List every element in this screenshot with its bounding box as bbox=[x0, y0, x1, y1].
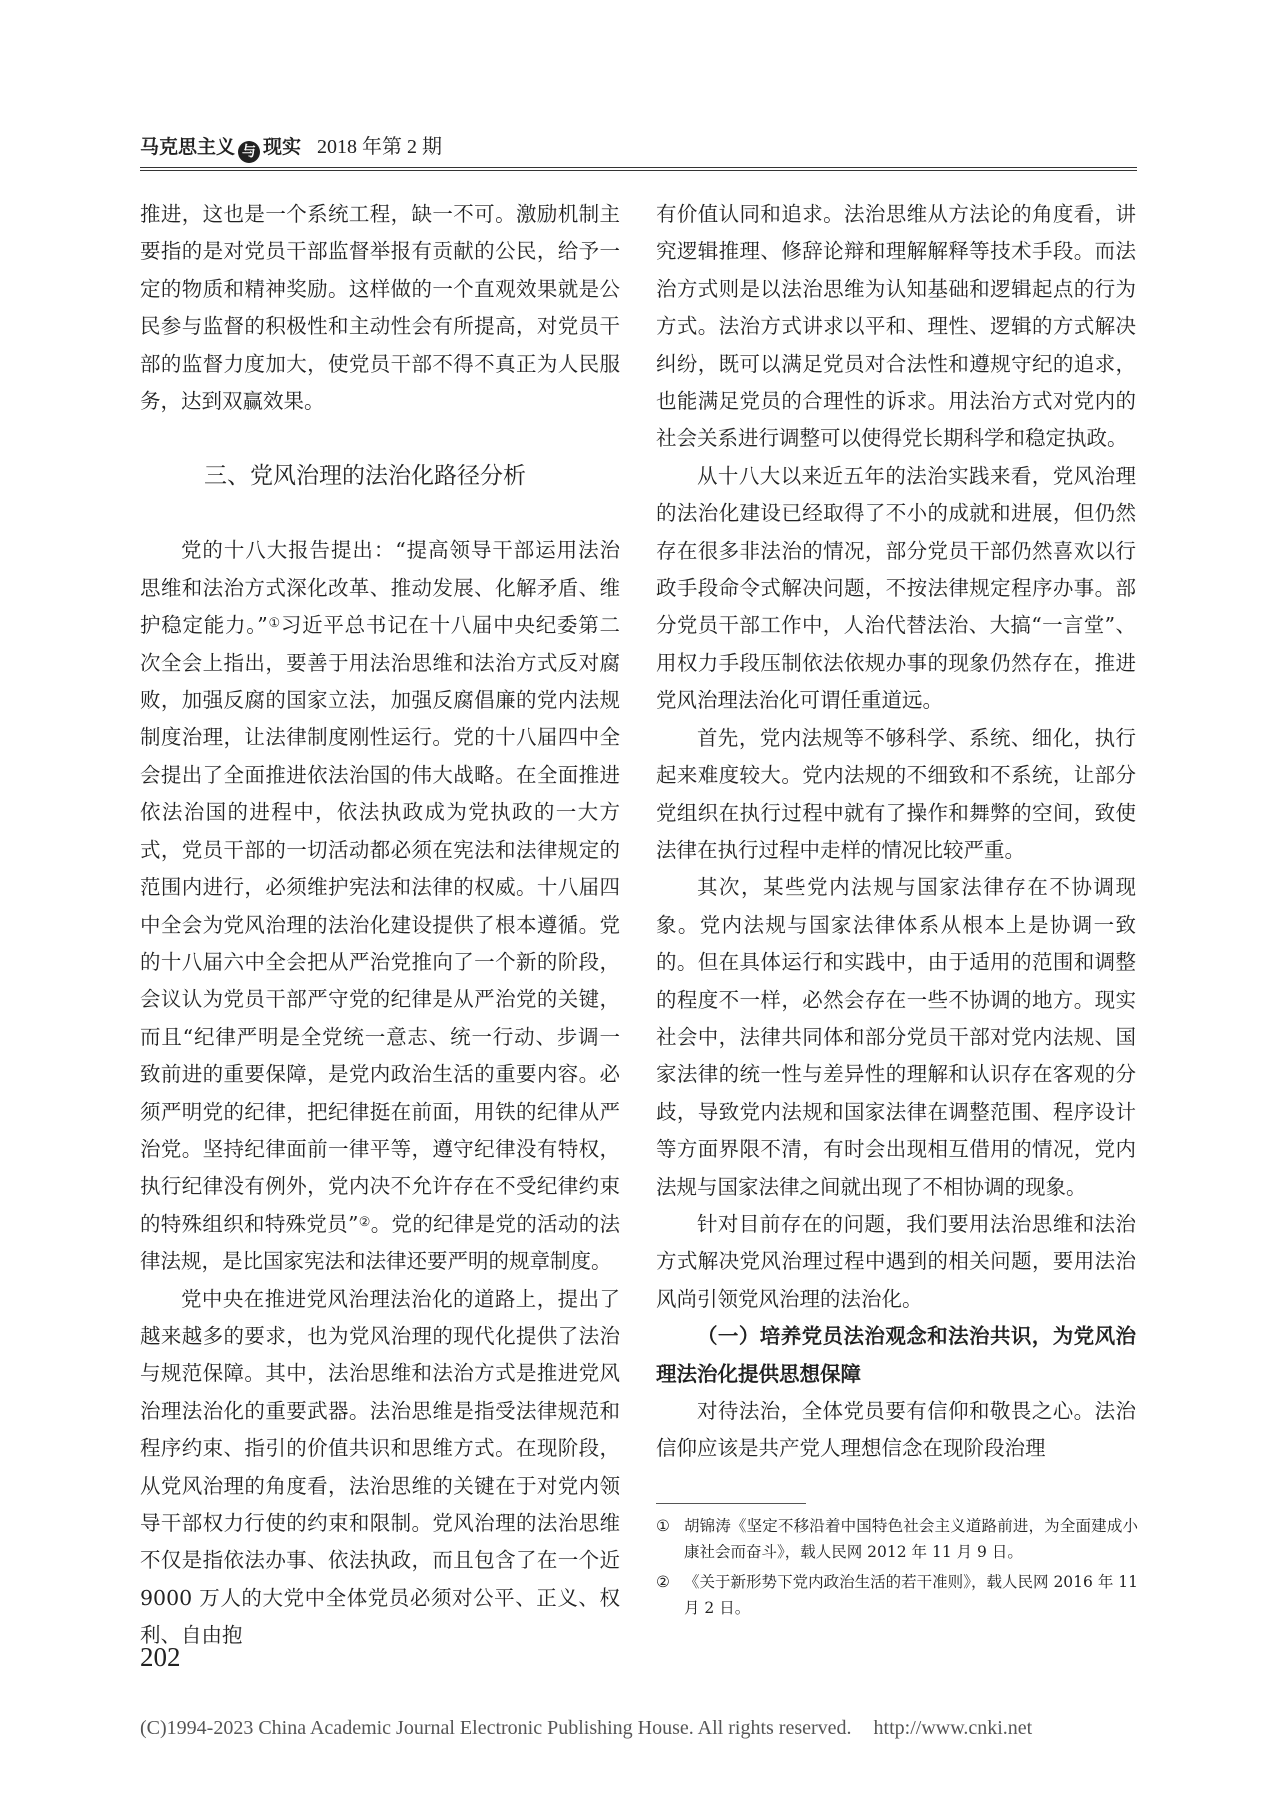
page-number: 202 bbox=[140, 1642, 181, 1672]
paragraph: 首先，党内法规等不够科学、系统、细化，执行起来难度较大。党内法规的不细致和不系统，让部分党组织在执行过程中就有了操作和舞弊的空间，致使法律在执行过程中走样的情况比较严重。 bbox=[656, 725, 1136, 862]
running-header bbox=[140, 132, 1140, 162]
paragraph: 针对目前存在的问题，我们要用法治思维和法治方式解决党风治理过程中遇到的相关问题，要用法治风尚引领党风治理的法治化。 bbox=[656, 1211, 1136, 1311]
header-rule bbox=[140, 167, 1137, 168]
issue-label: 2018 年第 2 期 bbox=[317, 136, 443, 158]
paragraph: 推进，这也是一个系统工程，缺一不可。激励机制主要指的是对党员干部监督举报有贡献的公民，给予一定的物质和精神奖励。这样做的一个直观效果就是公民参与监督的积极性和主动性会有所提高，对党员干部的监督力度加大，使党员干部不得不真正为人民服务，达到双赢效果。 bbox=[140, 202, 620, 414]
journal-name: 马克思主义 与 现实 bbox=[140, 136, 301, 158]
paragraph: 其次，某些党内法规与国家法律存在不协调现象。党内法规与国家法律体系从根本上是协调一致的。但在具体运行和实践中，由于适用的范围和调整的程度不一样，必然会存在一些不协调的地方。现实社会中，法律共同体和部分党员干部对党内法规、国家法律的统一性与差异性的理解和认识存在客观的分歧，导致党内法规和国家法律在调整范围、程序设计等方面界限不清，有时会出现相互借用的情况，党内法规与国家法律之间就出现了不相协调的现象。 bbox=[656, 875, 1136, 1199]
footnote-text: 胡锦涛《坚定不移沿着中国特色社会主义道路前进，为全面建成小康社会而奋斗》，载人民网 2012 年 11 月 9 日。 bbox=[684, 1517, 1138, 1561]
right-column bbox=[656, 196, 1136, 1468]
footnote bbox=[656, 1569, 1138, 1621]
copyright-link[interactable]: http://www.cnki.net bbox=[873, 1717, 1033, 1739]
copyright-line bbox=[140, 1717, 1032, 1740]
footnote-mark: ① bbox=[656, 1517, 670, 1535]
footnote bbox=[656, 1513, 1138, 1565]
footnote-text: 《关于新形势下党内政治生活的若干准则》，载人民网 2016 年 11 月 2 日。 bbox=[684, 1573, 1138, 1617]
paragraph: 有价值认同和追求。法治思维从方法论的角度看，讲究逻辑推理、修辞论辩和理解解释等技术手段。而法治方式则是以法治思维为认知基础和逻辑起点的行为方式。法治方式讲求以平和、理性、逻辑的方式解决纠纷，既可以满足党员对合法性和遵规守纪的追求，也能满足党员的合理性的诉求。用法治方式对党内的社会关系进行调整可以使得党长期科学和稳定执政。 bbox=[656, 202, 1136, 451]
footnote-ref[interactable]: ① bbox=[267, 616, 281, 632]
paragraph: 对待法治，全体党员要有信仰和敬畏之心。法治信仰应该是共产党人理想信念在现阶段治理 bbox=[656, 1399, 1136, 1461]
paragraph: 从十八大以来近五年的法治实践来看，党风治理的法治化建设已经取得了不小的成就和进展，但仍然存在很多非法治的情况，部分党员干部仍然喜欢以行政手段命令式解决问题，不按法律规定程序办事。部分党员干部工作中，人治代替法治、大搞“一言堂”、用权力手段压制依法依规办事的现象仍然存在，推进党风治理法治化可谓任重道远。 bbox=[656, 463, 1136, 713]
copyright-text: (C)1994-2023 China Academic Journal Electronic Publishing House. All rights reserved. bbox=[140, 1717, 852, 1739]
paragraph: 党中央在推进党风治理法治化的道路上，提出了越来越多的要求，也为党风治理的现代化提供了法治与规范保障。其中，法治思维和法治方式是推进党风治理法治化的重要武器。法治思维是指受法律规范和程序约束、指引的价值共识和思维方式。在现阶段，从党风治理的角度看，法治思维的关键在于对党内领导干部权力行使的约束和限制。党风治理的法治思维不仅是指依法办事、依法执政，而且包含了在一个近 9000 万人的大党中全体党员必须对公平、正义、权利、自由抱 bbox=[140, 1286, 620, 1648]
left-column bbox=[140, 196, 620, 1655]
footnote-mark: ② bbox=[656, 1573, 670, 1591]
paragraph: 党的十八大报告提出：“提高领导干部运用法治思维和法治方式深化改革、推动发展、化解矛盾、维护稳定能力。”①习近平总书记在十八届中央纪委第二次全会上指出，要善于用法治思维和法治方式反对腐败，加强反腐的国家立法，加强反腐倡廉的党内法规制度治理，让法律制度刚性运行。党的十八届四中全会提出了全面推进依法治国的伟大战略。在全面推进依法治国的进程中，依法执政成为党执政的一大方式，党员干部的一切活动都必须在宪法和法律规定的范围内进行，必须维护宪法和法律的权威。十八届四中全会为党风治理的法治化建设提供了根本遵循。党的十八届六中全会把从严治党推向了一个新的阶段，会议认为党员干部严守党的纪律是从严治党的关键，而且“纪律严明是全党统一意志、统一行动、步调一致前进的重要保障，是党内政治生活的重要内容。必须严明党的纪律，把纪律挺在前面，用铁的纪律从严治党。坚持纪律面前一律平等，遵守纪律没有特权，执行纪律没有例外，党内决不允许存在不受纪律约束的特殊组织和特殊党员”②。党的纪律是党的活动的法律法规，是比国家宪法和法律还要严明的规章制度。 bbox=[140, 538, 621, 1274]
section-heading: 三、党风治理的法治化路径分析 bbox=[204, 463, 526, 490]
header-rule-double bbox=[140, 170, 1137, 171]
footnote-rule bbox=[656, 1503, 806, 1504]
journal-logo-mark: 与 bbox=[238, 141, 260, 163]
subsection-heading: （一）培养党员法治观念和法治共识，为党风治理法治化提供思想保障 bbox=[656, 1324, 1136, 1386]
footnote-ref[interactable]: ② bbox=[358, 1214, 371, 1230]
footnotes bbox=[656, 1513, 1138, 1625]
